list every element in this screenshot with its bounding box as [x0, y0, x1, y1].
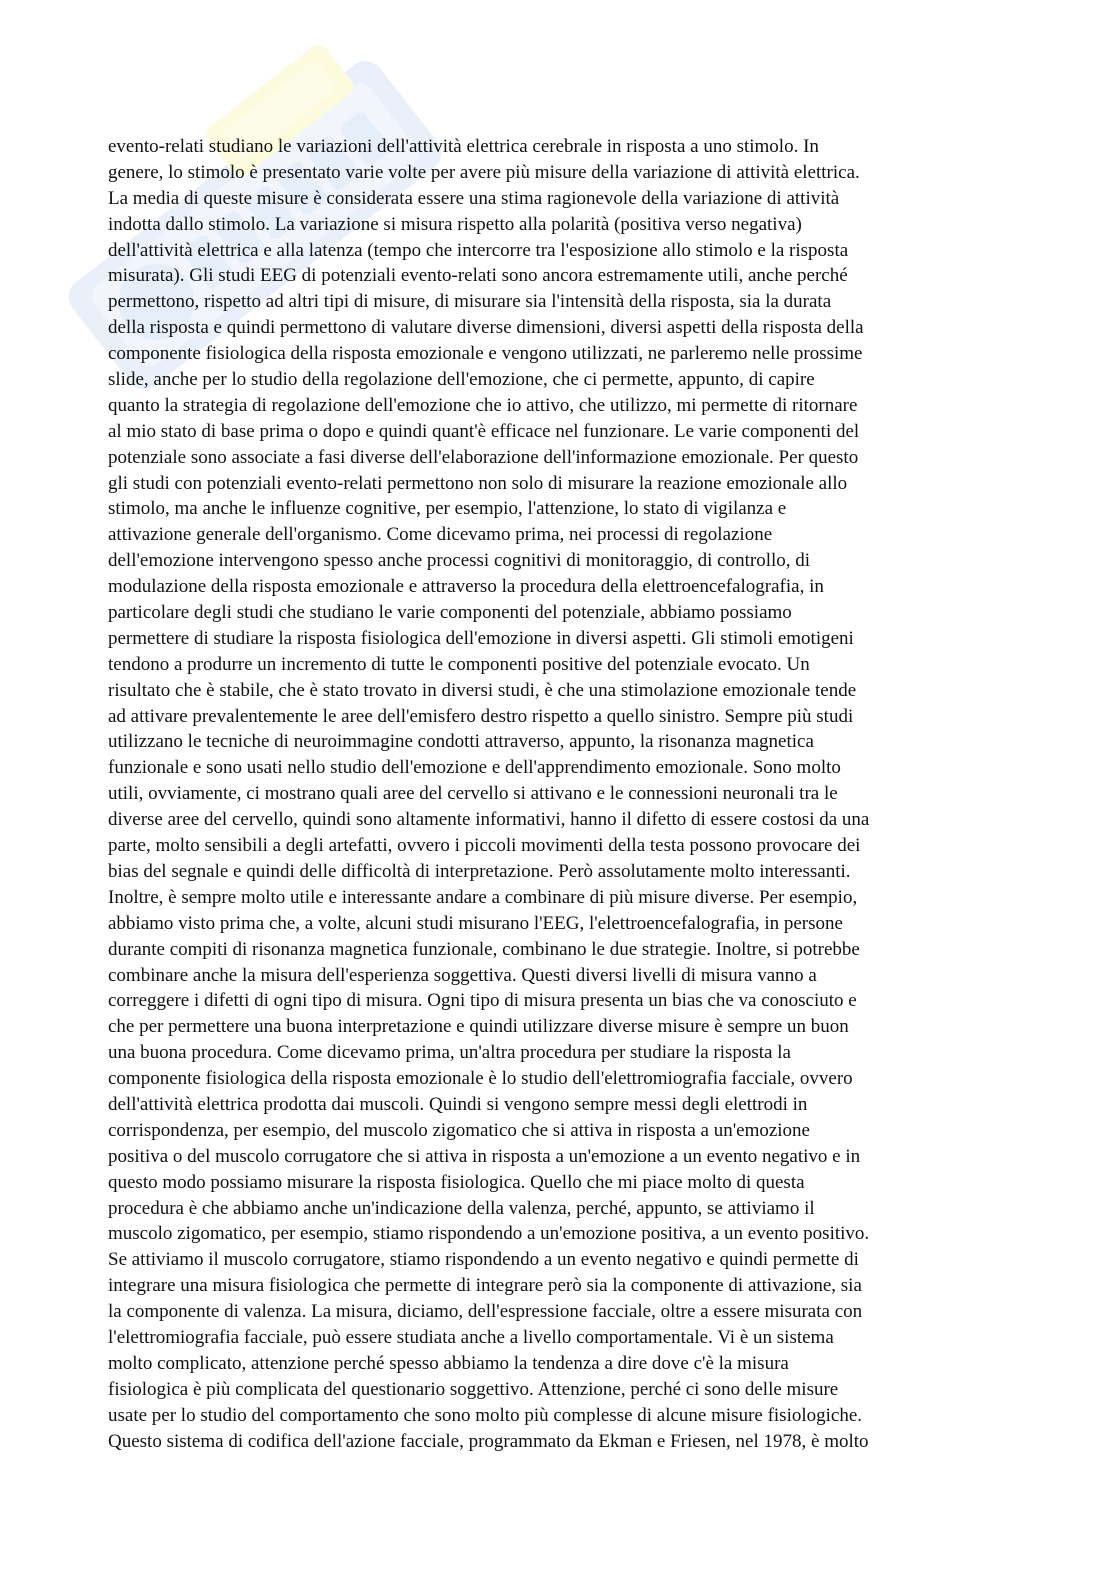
- text-line: fisiologica è più complicata del questionario soggettivo. Attenzione, perché ci sono delle misure: [108, 1378, 839, 1400]
- text-line: muscolo zigomatico, per esempio, stiamo rispondendo a un'emozione positiva, a un evento positivo.: [108, 1223, 870, 1245]
- text-line: particolare degli studi che studiano le varie componenti del potenziale, abbiamo possiamo: [108, 602, 792, 624]
- text-line: tendono a produrre un incremento di tutte le componenti positive del potenziale evocato. Un: [108, 653, 810, 675]
- text-line: componente fisiologica della risposta emozionale è lo studio dell'elettromiografia facciale, ovvero: [108, 1068, 853, 1090]
- text-line: diverse aree del cervello, quindi sono altamente informativi, hanno il difetto di essere costosi da una: [108, 809, 870, 831]
- text-line: quanto la strategia di regolazione dell'emozione che io attivo, che utilizzo, mi permette di ritornare: [108, 394, 858, 416]
- text-line: evento-relati studiano le variazioni dell'attività elettrica cerebrale in risposta a uno stimolo. In: [108, 136, 819, 157]
- text-line: corrispondenza, per esempio, del muscolo zigomatico che si attiva in risposta a un'emozione: [108, 1119, 810, 1141]
- text-line: integrare una misura fisiologica che permette di integrare però sia la componente di attivazione, sia: [108, 1275, 862, 1297]
- text-line: dell'attività elettrica e alla latenza (tempo che intercorre tra l'esposizione allo stimolo e la risposta: [108, 239, 849, 261]
- text-line: stimolo, ma anche le influenze cognitive, per esempio, l'attenzione, lo stato di vigilanza e: [108, 498, 787, 520]
- text-line: durante compiti di risonanza magnetica funzionale, combinano le due strategie. Inoltre, si potrebbe: [108, 938, 860, 960]
- text-line: permettere di studiare la risposta fisiologica dell'emozione in diversi aspetti. Gli stimoli emotigeni: [108, 627, 854, 649]
- text-line: dell'emozione intervengono spesso anche processi cognitivi di monitoraggio, di controllo, di: [108, 550, 811, 572]
- text-line: al mio stato di base prima o dopo e quindi quant'è efficace nel funzionare. Le varie componenti del: [108, 420, 860, 442]
- text-line: attivazione generale dell'organismo. Come dicevamo prima, nei processi di regolazione: [108, 524, 773, 546]
- text-line: permettono, rispetto ad altri tipi di misure, di misurare sia l'intensità della risposta, sia la durata: [108, 291, 832, 313]
- text-line: Questo sistema di codifica dell'azione facciale, programmato da Ekman e Friesen, nel 1978, è molto: [108, 1430, 869, 1452]
- text-line: abbiamo visto prima che, a volte, alcuni studi misurano l'EEG, l'elettroencefalografia, in persone: [108, 912, 843, 934]
- text-line: dell'attività elettrica prodotta dai muscoli. Quindi si vengono sempre messi degli elettrodi in: [108, 1093, 808, 1115]
- text-line: usate per lo studio del comportamento che sono molto più complesse di alcune misure fisiologiche.: [108, 1404, 863, 1426]
- text-line: Se attiviamo il muscolo corrugatore, stiamo rispondendo a un evento negativo e quindi permette di: [108, 1249, 859, 1271]
- document-body-text: [108, 134, 1008, 1454]
- text-line: misurata). Gli studi EEG di potenziali evento-relati sono ancora estremamente utili, anche perché: [108, 265, 848, 287]
- text-line: ad attivare prevalentemente le aree dell'emisfero destro rispetto a quello sinistro. Sempre più studi: [108, 705, 854, 727]
- text-line: slide, anche per lo studio della regolazione dell'emozione, che ci permette, appunto, di capire: [108, 369, 815, 391]
- text-line: correggere i difetti di ogni tipo di misura. Ogni tipo di misura presenta un bias che va conosciuto e: [108, 990, 857, 1012]
- text-line: indotta dallo stimolo. La variazione si misura rispetto alla polarità (positiva verso negativa): [108, 213, 802, 235]
- text-line: molto complicato, attenzione perché spesso abbiamo la tendenza a dire dove c'è la misura: [108, 1352, 789, 1374]
- text-line: genere, lo stimolo è presentato varie volte per avere più misure della variazione di attività elettrica.: [108, 161, 860, 183]
- text-line: utili, ovviamente, ci mostrano quali aree del cervello si attivano e le connessioni neuronali tra le: [108, 783, 838, 805]
- text-line: una buona procedura. Come dicevamo prima, un'altra procedura per studiare la risposta la: [108, 1042, 791, 1064]
- text-line: procedura è che abbiamo anche un'indicazione della valenza, perché, appunto, se attiviamo il: [108, 1197, 815, 1219]
- text-line: modulazione della risposta emozionale e attraverso la procedura della elettroencefalografia, in: [108, 576, 824, 598]
- text-line: potenziale sono associate a fasi diverse dell'elaborazione dell'informazione emozionale. Per questo: [108, 446, 859, 468]
- text-line: gli studi con potenziali evento-relati permettono non solo di misurare la reazione emozionale allo: [108, 472, 848, 494]
- text-line: bias del segnale e quindi delle difficoltà di interpretazione. Però assolutamente molto interessanti.: [108, 860, 851, 882]
- text-line: della risposta e quindi permettono di valutare diverse dimensioni, diversi aspetti della risposta della: [108, 317, 864, 339]
- text-line: componente fisiologica della risposta emozionale e vengono utilizzati, ne parleremo nelle prossime: [108, 343, 863, 365]
- text-line: La media di queste misure è considerata essere una stima ragionevole della variazione di attività: [108, 187, 840, 209]
- text-line: risultato che è stabile, che è stato trovato in diversi studi, è che una stimolazione emozionale tende: [108, 679, 857, 701]
- text-line: positiva o del muscolo corrugatore che si attiva in risposta a un'emozione a un evento negativo e in: [108, 1145, 861, 1167]
- text-line: la componente di valenza. La misura, diciamo, dell'espressione facciale, oltre a essere misurata con: [108, 1301, 863, 1323]
- text-line: parte, molto sensibili a degli artefatti, ovvero i piccoli movimenti della testa possono provocare dei: [108, 835, 861, 857]
- text-line: funzionale e sono usati nello studio dell'emozione e dell'apprendimento emozionale. Sono molto: [108, 757, 841, 779]
- text-line: utilizzano le tecniche di neuroimmagine condotti attraverso, appunto, la risonanza magnetica: [108, 731, 814, 753]
- text-line: questo modo possiamo misurare la risposta fisiologica. Quello che mi piace molto di questa: [108, 1171, 805, 1193]
- text-line: combinare anche la misura dell'esperienza soggettiva. Questi diversi livelli di misura vanno a: [108, 964, 817, 986]
- text-line: Inoltre, è sempre molto utile e interessante andare a combinare di più misure diverse. Per esempio,: [108, 886, 858, 908]
- text-line: l'elettromiografia facciale, può essere studiata anche a livello comportamentale. Vi è un sistema: [108, 1326, 834, 1348]
- text-line: che per permettere una buona interpretazione e quindi utilizzare diverse misure è sempre un buon: [108, 1016, 849, 1038]
